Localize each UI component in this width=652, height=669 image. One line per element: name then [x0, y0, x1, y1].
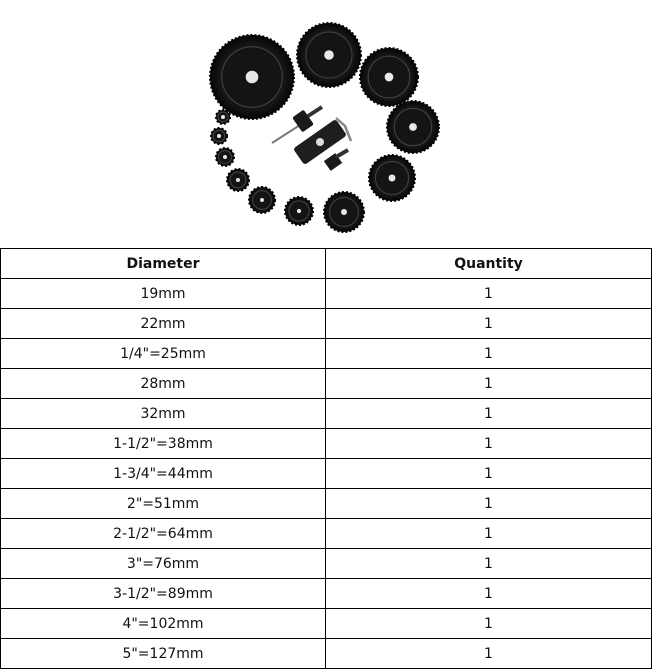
hole-saw-icon	[360, 48, 418, 106]
quantity-cell: 1	[326, 429, 652, 459]
table-row	[1, 519, 652, 549]
hole-saw-icon	[249, 187, 275, 213]
table-row	[1, 609, 652, 639]
diameter-cell: 3-1/2"=89mm	[1, 579, 326, 609]
hole-saw-icon	[211, 128, 227, 144]
diameter-cell: 19mm	[1, 279, 326, 309]
table-row	[1, 279, 652, 309]
diameter-cell: 2"=51mm	[1, 489, 326, 519]
diameter-cell: 1-3/4"=44mm	[1, 459, 326, 489]
hole-saw-icon	[210, 35, 294, 119]
table-header-row	[1, 249, 652, 279]
quantity-cell: 1	[326, 279, 652, 309]
diameter-cell: 2-1/2"=64mm	[1, 519, 326, 549]
table-row	[1, 399, 652, 429]
quantity-cell: 1	[326, 459, 652, 489]
table-row	[1, 489, 652, 519]
table-row	[1, 459, 652, 489]
diameter-cell: 3"=76mm	[1, 549, 326, 579]
quantity-cell: 1	[326, 639, 652, 669]
table-row	[1, 309, 652, 339]
quantity-cell: 1	[326, 519, 652, 549]
small-arbor-icon	[324, 150, 348, 171]
product-photo	[0, 0, 652, 248]
hole-saw-icon	[297, 23, 361, 87]
hole-saw-icon	[216, 148, 234, 166]
table-row	[1, 429, 652, 459]
table-row	[1, 579, 652, 609]
table-row	[1, 549, 652, 579]
table-row	[1, 639, 652, 669]
spec-table	[0, 248, 652, 669]
quantity-cell: 1	[326, 549, 652, 579]
diameter-cell: 28mm	[1, 369, 326, 399]
hole-saw-icon	[227, 169, 249, 191]
hole-saw-icon	[216, 110, 230, 124]
quantity-cell: 1	[326, 369, 652, 399]
hole-saw-icon	[285, 197, 313, 225]
table-row	[1, 369, 652, 399]
hole-saw-icon	[369, 155, 415, 201]
diameter-cell: 22mm	[1, 309, 326, 339]
diameter-header: Diameter	[1, 249, 326, 279]
quantity-cell: 1	[326, 579, 652, 609]
diameter-cell: 4"=102mm	[1, 609, 326, 639]
quantity-header: Quantity	[326, 249, 652, 279]
quantity-cell: 1	[326, 399, 652, 429]
hole-saw-icon	[324, 192, 364, 232]
diameter-cell: 1-1/2"=38mm	[1, 429, 326, 459]
table-row	[1, 339, 652, 369]
quantity-cell: 1	[326, 339, 652, 369]
quantity-cell: 1	[326, 489, 652, 519]
diameter-cell: 1/4"=25mm	[1, 339, 326, 369]
diameter-cell: 5"=127mm	[1, 639, 326, 669]
diameter-cell: 32mm	[1, 399, 326, 429]
quantity-cell: 1	[326, 309, 652, 339]
hole-saw-icon	[387, 101, 439, 153]
quantity-cell: 1	[326, 609, 652, 639]
hole-saw-kit-photo	[0, 0, 652, 248]
